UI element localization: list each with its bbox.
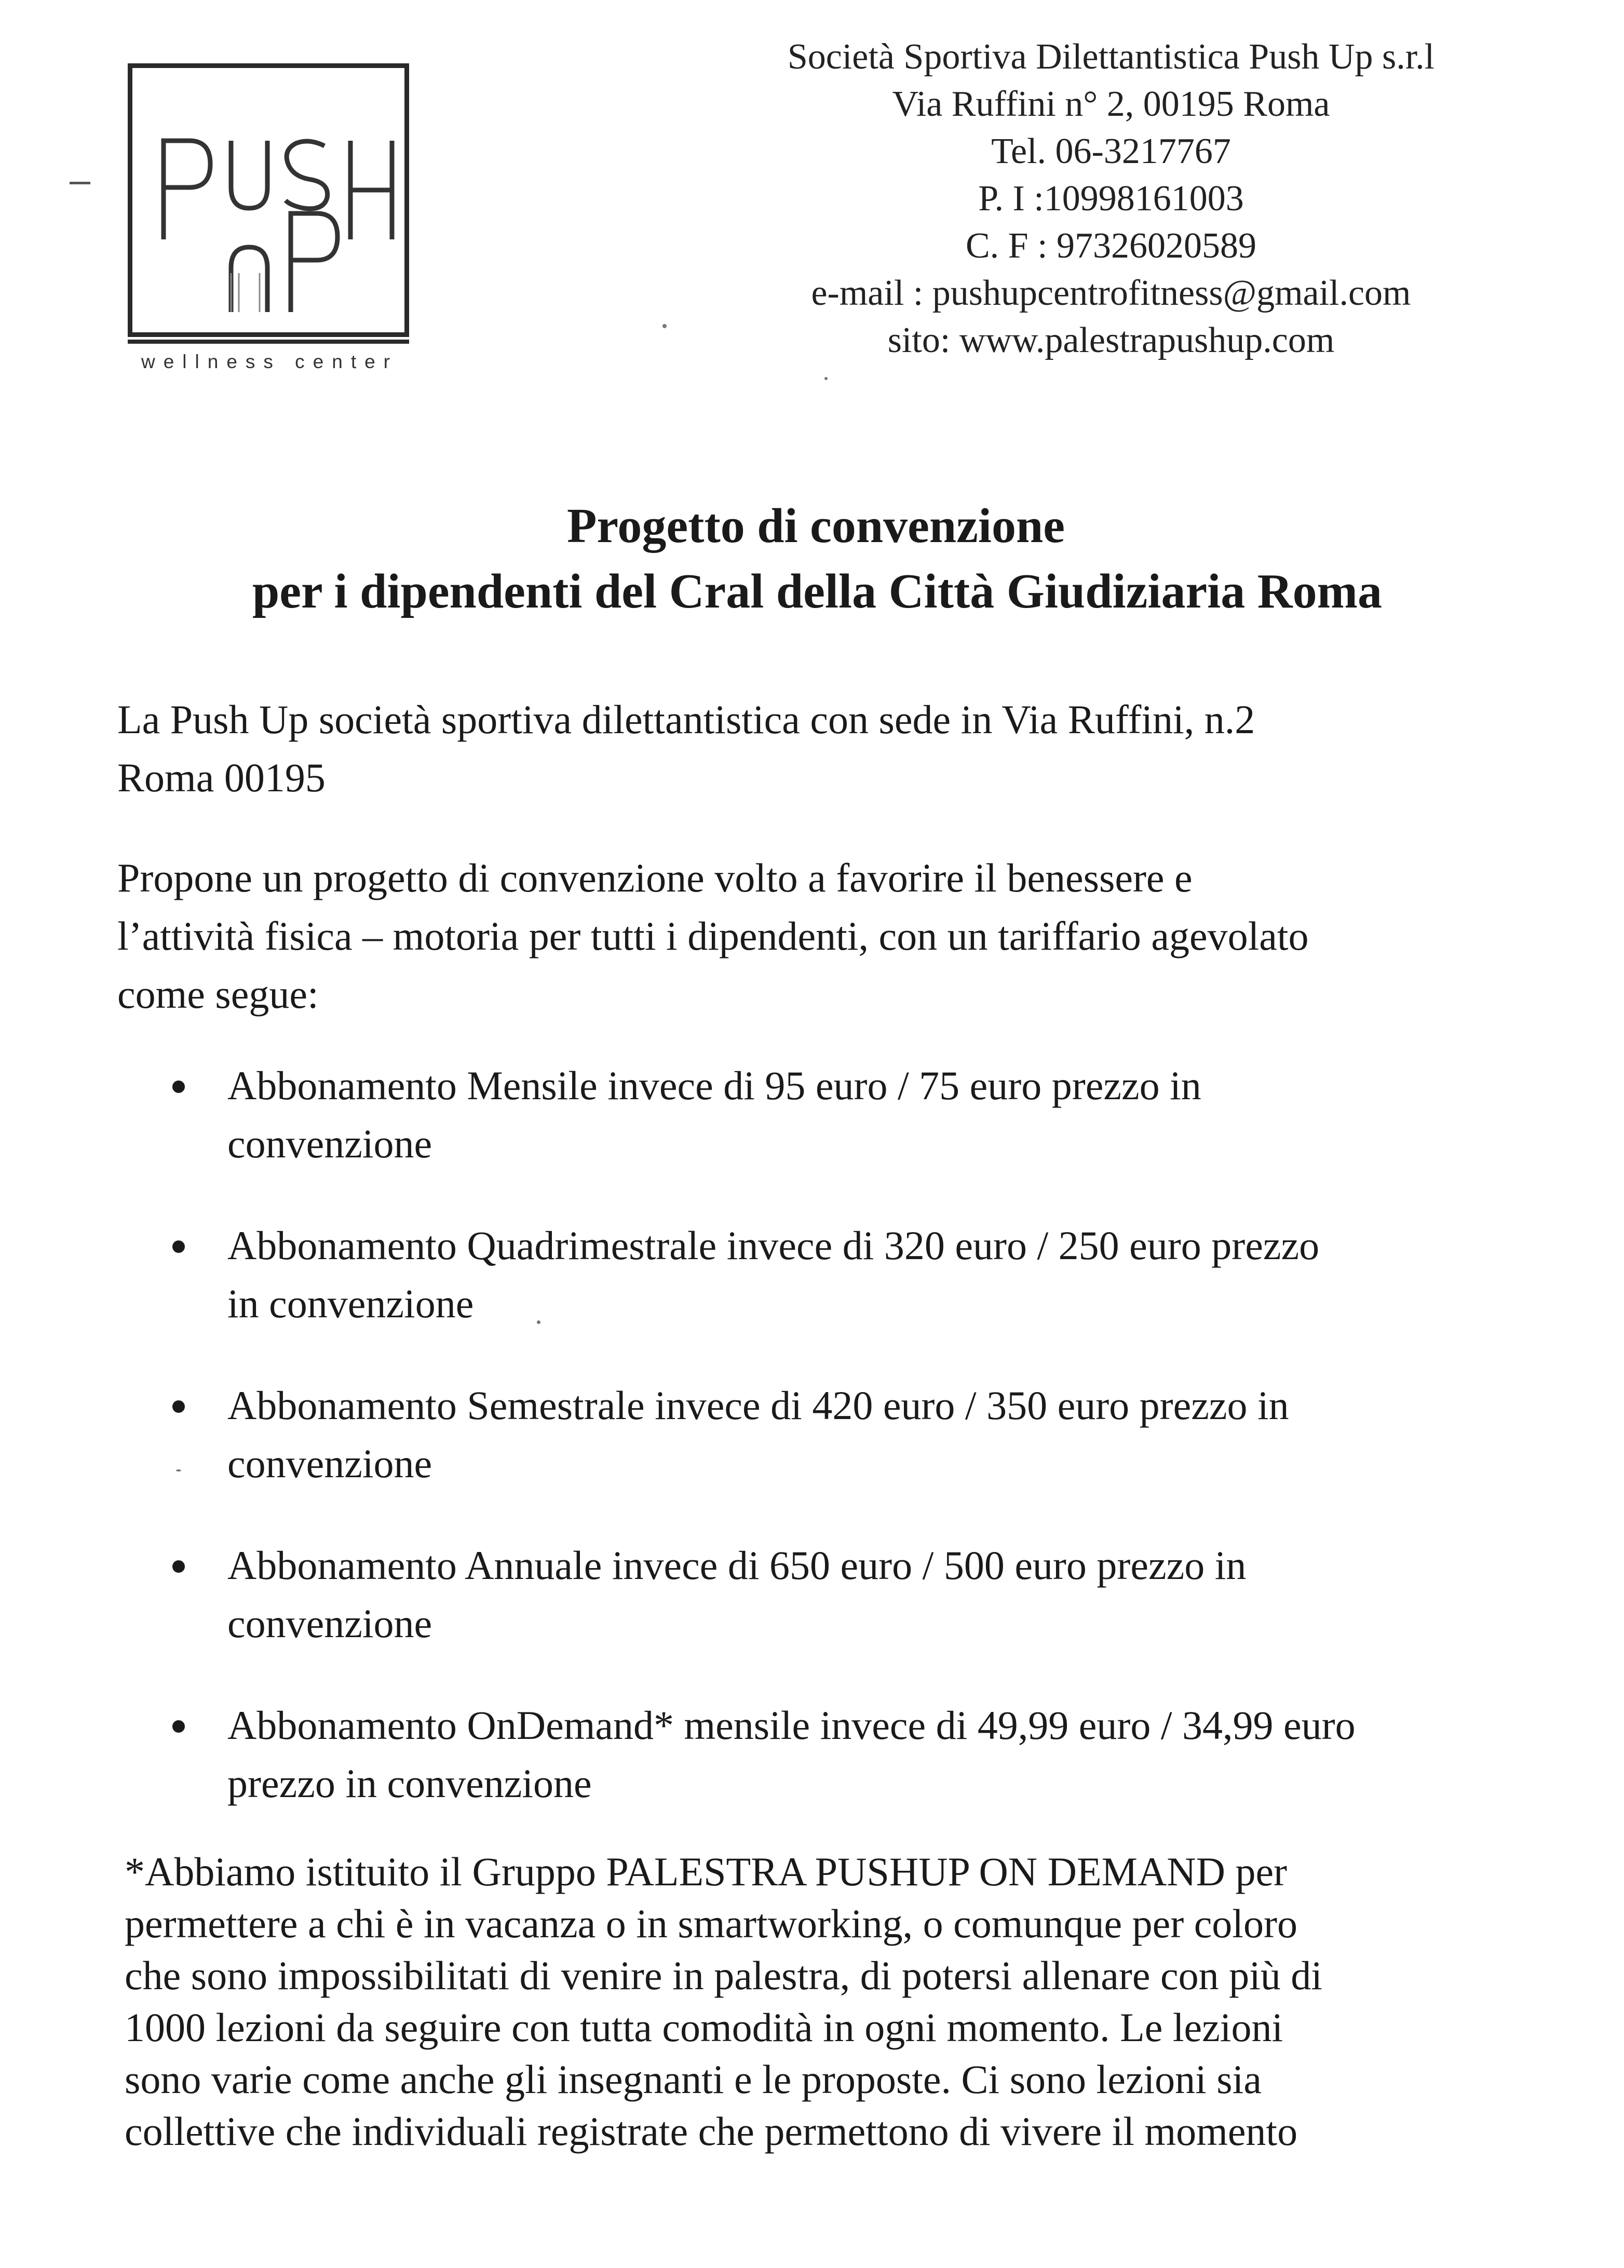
offer-line-2: prezzo in convenzione xyxy=(227,1761,592,1806)
bullet-icon xyxy=(172,1400,185,1413)
offer-annual xyxy=(166,1536,1558,1653)
company-phone: Tel. 06-3217767 xyxy=(991,131,1231,171)
offer-line-1: Abbonamento Annuale invece di 650 euro / 500 euro prezzo in xyxy=(227,1543,1247,1588)
offer-monthly xyxy=(166,1057,1558,1173)
company-address: Via Ruffini n° 2, 00195 Roma xyxy=(892,84,1330,124)
footnote-line-3: che sono impossibilitati di venire in palestra, di potersi allenare con più di xyxy=(125,1953,1322,1998)
scan-speck xyxy=(537,1320,540,1324)
scan-speck xyxy=(662,324,667,328)
offer-line-1: Abbonamento Mensile invece di 95 euro / 75 euro prezzo in xyxy=(227,1063,1201,1108)
scan-speck xyxy=(824,377,828,380)
logo-tagline: wellness center xyxy=(141,351,399,372)
scan-mark xyxy=(70,182,90,184)
intro-line-2: Roma 00195 xyxy=(117,755,326,800)
company-email: e-mail : pushupcentrofitness@gmail.com xyxy=(811,273,1411,313)
logo-rule xyxy=(128,340,409,344)
footnote-line-4: 1000 lezioni da seguire con tutta comodità in ogni momento. Le lezioni xyxy=(125,2005,1283,2050)
bullet-icon xyxy=(172,1720,185,1733)
company-fiscal-code: C. F : 97326020589 xyxy=(965,226,1257,266)
offer-line-1: Abbonamento Quadrimestrale invece di 320 euro / 250 euro prezzo xyxy=(227,1223,1320,1268)
footnote-line-2: permettere a chi è in vacanza o in smartworking, o comunque per coloro xyxy=(125,1901,1297,1946)
title-line-2: per i dipendenti del Cral della Città Giudiziaria Roma xyxy=(252,564,1382,618)
offers-list xyxy=(166,1057,1558,1856)
title-line-1: Progetto di convenzione xyxy=(566,499,1065,553)
company-website: sito: www.palestrapushup.com xyxy=(887,320,1335,360)
offer-line-2: convenzione xyxy=(227,1441,432,1486)
push-up-logo xyxy=(128,63,409,337)
document-title xyxy=(0,493,1624,624)
offer-line-1: Abbonamento OnDemand* mensile invece di 49,99 euro / 34,99 euro xyxy=(227,1703,1356,1748)
offer-six-months xyxy=(166,1376,1558,1493)
company-vat: P. I :10998161003 xyxy=(978,179,1244,219)
scan-speck xyxy=(176,1469,181,1472)
offer-line-2: in convenzione xyxy=(227,1281,474,1326)
intro-paragraph xyxy=(117,691,1550,807)
bullet-icon xyxy=(172,1240,185,1253)
offer-line-2: convenzione xyxy=(227,1121,432,1166)
proposal-line-1: Propone un progetto di convenzione volto a favorire il benessere e xyxy=(117,855,1193,900)
bullet-icon xyxy=(172,1081,185,1093)
letterhead xyxy=(675,33,1547,364)
offer-line-1: Abbonamento Semestrale invece di 420 euro / 350 euro prezzo in xyxy=(227,1383,1289,1428)
offer-four-months xyxy=(166,1217,1558,1333)
offer-line-2: convenzione xyxy=(227,1601,432,1646)
bullet-icon xyxy=(172,1560,185,1573)
proposal-line-2: l’attività fisica – motoria per tutti i dipendenti, con un tariffario agevolato xyxy=(117,913,1309,959)
footnote-line-6: collettive che individuali registrate che permettono di vivere il momento xyxy=(125,2109,1298,2154)
offer-ondemand xyxy=(166,1696,1558,1813)
footnote-line-1: *Abbiamo istituito il Gruppo PALESTRA PUSHUP ON DEMAND per xyxy=(125,1849,1288,1894)
proposal-paragraph xyxy=(117,849,1550,1023)
proposal-line-3: come segue: xyxy=(117,971,319,1017)
push-up-logo-icon xyxy=(132,68,404,332)
ondemand-footnote xyxy=(125,1846,1568,2157)
footnote-line-5: sono varie come anche gli insegnanti e le proposte. Ci sono lezioni sia xyxy=(125,2057,1262,2102)
intro-line-1: La Push Up società sportiva dilettantistica con sede in Via Ruffini, n.2 xyxy=(117,697,1255,742)
company-name: Società Sportiva Dilettantistica Push Up s.r.l xyxy=(787,37,1435,77)
